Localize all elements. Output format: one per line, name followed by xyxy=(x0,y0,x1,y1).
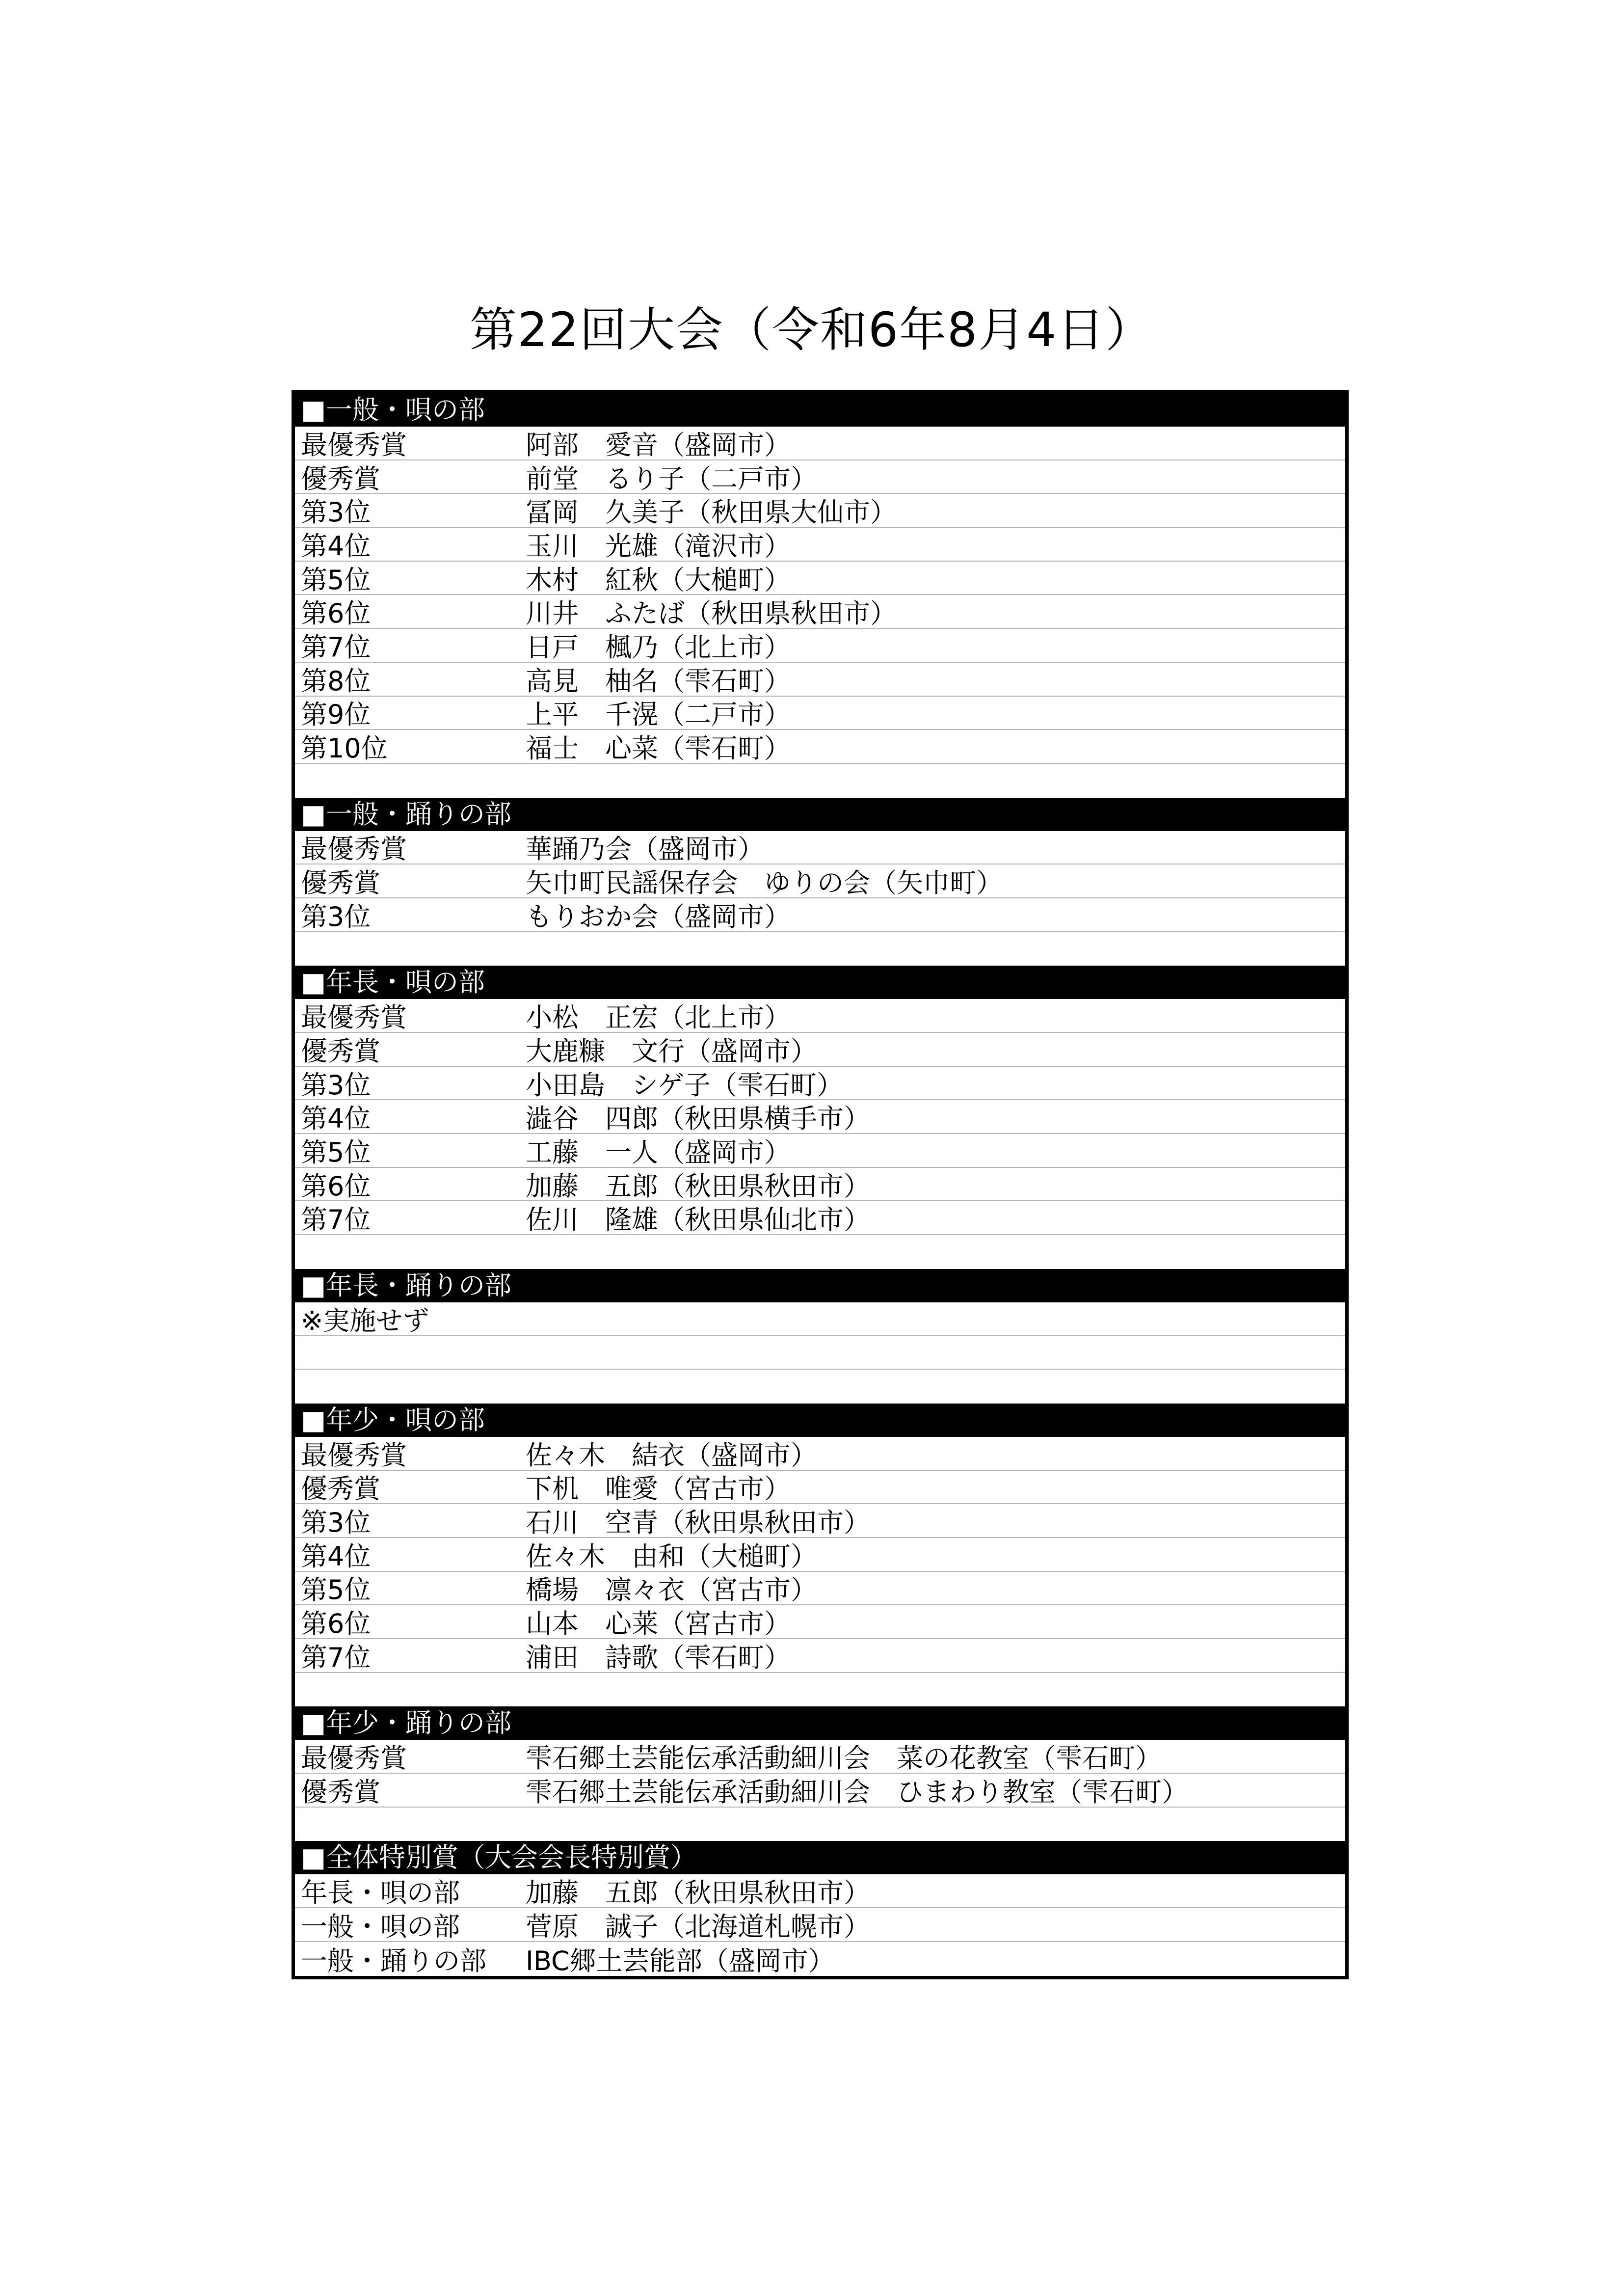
award-rank: 第6位 xyxy=(301,1170,371,1202)
award-winner: 木村 紅秋（大槌町） xyxy=(526,564,791,595)
section-header: ■年少・踊りの部 xyxy=(295,1706,1345,1740)
award-rank: 最優秀賞 xyxy=(301,1002,407,1033)
award-rank: 第3位 xyxy=(301,497,371,528)
section-header: ■年少・唄の部 xyxy=(295,1404,1345,1437)
award-row xyxy=(295,1168,1345,1202)
award-winner: 雫石郷土芸能伝承活動細川会 ひまわり教室（雫石町） xyxy=(526,1776,1188,1808)
award-rank: 第9位 xyxy=(301,699,371,730)
award-rank: 優秀賞 xyxy=(301,1035,380,1067)
award-rank: 最優秀賞 xyxy=(301,834,407,865)
award-winner: 下机 唯愛（宮古市） xyxy=(526,1473,791,1505)
award-winner: 橋場 凛々衣（宮古市） xyxy=(526,1574,817,1606)
award-rank: 年長・唄の部 xyxy=(301,1877,460,1909)
page-title: 第22回大会（令和6年8月4日） xyxy=(469,302,1154,357)
award-winner: 加藤 五郎（秋田県秋田市） xyxy=(526,1170,870,1202)
award-winner: 小田島 シゲ子（雫石町） xyxy=(526,1069,843,1101)
award-winner: IBC郷土芸能部（盛岡市） xyxy=(526,1945,835,1976)
award-winner: 佐々木 由和（大槌町） xyxy=(526,1540,817,1572)
section-header: ■年長・踊りの部 xyxy=(295,1269,1345,1302)
award-row xyxy=(295,1504,1345,1538)
award-winner: 工藤 一人（盛岡市） xyxy=(526,1136,791,1168)
award-winner: 上平 千滉（二戸市） xyxy=(526,699,791,730)
award-row xyxy=(295,1538,1345,1572)
award-row xyxy=(295,427,1345,460)
award-row xyxy=(295,1134,1345,1168)
award-winner: 矢巾町民謡保存会 ゆりの会（矢巾町） xyxy=(526,867,1003,898)
award-winner: 大鹿糠 文行（盛岡市） xyxy=(526,1035,817,1067)
award-winner: 冨岡 久美子（秋田県大仙市） xyxy=(526,497,897,528)
award-row xyxy=(295,1067,1345,1101)
award-rank: 第7位 xyxy=(301,1642,371,1673)
award-row xyxy=(295,1908,1345,1942)
award-winner: 加藤 五郎（秋田県秋田市） xyxy=(526,1877,870,1909)
award-row xyxy=(295,1740,1345,1774)
award-row xyxy=(295,831,1345,865)
award-rank: 最優秀賞 xyxy=(301,1743,407,1774)
award-row xyxy=(295,595,1345,629)
award-row xyxy=(295,1774,1345,1808)
award-section xyxy=(295,798,1345,966)
award-rank: 第7位 xyxy=(301,1204,371,1236)
results-table xyxy=(292,390,1349,1979)
blank-row xyxy=(295,1336,1345,1370)
award-rank: 優秀賞 xyxy=(301,463,380,494)
award-row xyxy=(295,898,1345,932)
award-winner: 阿部 愛音（盛岡市） xyxy=(526,429,791,460)
award-row xyxy=(295,1874,1345,1908)
award-row xyxy=(295,1201,1345,1235)
award-row xyxy=(295,1033,1345,1067)
section-header: ■一般・踊りの部 xyxy=(295,798,1345,831)
award-row xyxy=(295,1302,1345,1336)
award-row xyxy=(295,494,1345,528)
blank-row xyxy=(295,764,1345,798)
award-rank: 第3位 xyxy=(301,1507,371,1538)
award-winner: 菅原 誠子（北海道札幌市） xyxy=(526,1911,870,1942)
award-section xyxy=(295,1404,1345,1707)
blank-row xyxy=(295,1673,1345,1707)
award-winner: 石川 空青（秋田県秋田市） xyxy=(526,1507,870,1538)
award-rank: 第7位 xyxy=(301,631,371,663)
award-rank: 一般・唄の部 xyxy=(301,1911,460,1942)
award-row xyxy=(295,1100,1345,1134)
section-header: ■一般・唄の部 xyxy=(295,393,1345,427)
award-winner: 福士 心菜（雫石町） xyxy=(526,733,791,764)
award-rank: 優秀賞 xyxy=(301,1473,380,1505)
blank-row xyxy=(295,1808,1345,1841)
award-row xyxy=(295,629,1345,663)
award-rank: 第6位 xyxy=(301,1608,371,1639)
award-row xyxy=(295,1639,1345,1673)
award-row xyxy=(295,663,1345,697)
award-row xyxy=(295,528,1345,562)
award-rank: 第4位 xyxy=(301,1103,371,1134)
award-rank: 第8位 xyxy=(301,665,371,697)
award-rank: 優秀賞 xyxy=(301,1776,380,1808)
award-winner: 川井 ふたば（秋田県秋田市） xyxy=(526,598,897,629)
award-winner: 小松 正宏（北上市） xyxy=(526,1002,791,1033)
award-winner: 雫石郷土芸能伝承活動細川会 菜の花教室（雫石町） xyxy=(526,1743,1162,1774)
award-rank: 最優秀賞 xyxy=(301,429,407,460)
award-rank: 第10位 xyxy=(301,733,388,764)
award-rank: 一般・踊りの部 xyxy=(301,1945,486,1976)
award-rank: 優秀賞 xyxy=(301,867,380,898)
award-row xyxy=(295,1437,1345,1471)
award-winner: 浦田 詩歌（雫石町） xyxy=(526,1642,791,1673)
award-section xyxy=(295,966,1345,1269)
award-row xyxy=(295,864,1345,898)
award-rank: 第4位 xyxy=(301,1540,371,1572)
award-rank: 第4位 xyxy=(301,530,371,562)
award-section xyxy=(295,393,1345,798)
award-row xyxy=(295,999,1345,1033)
award-winner: 佐々木 結衣（盛岡市） xyxy=(526,1439,817,1471)
award-winner: 佐川 隆雄（秋田県仙北市） xyxy=(526,1204,870,1236)
section-header: ■年長・唄の部 xyxy=(295,966,1345,999)
award-section xyxy=(295,1706,1345,1841)
award-row xyxy=(295,730,1345,764)
blank-row xyxy=(295,932,1345,966)
award-row xyxy=(295,562,1345,595)
award-row xyxy=(295,1942,1345,1976)
award-winner: 澁谷 四郎（秋田県横手市） xyxy=(526,1103,870,1134)
award-winner: 高見 柚名（雫石町） xyxy=(526,665,791,697)
award-rank: 最優秀賞 xyxy=(301,1439,407,1471)
award-winner: 玉川 光雄（滝沢市） xyxy=(526,530,791,562)
award-rank: ※実施せず xyxy=(301,1305,429,1336)
award-winner: 日戸 楓乃（北上市） xyxy=(526,631,791,663)
award-rank: 第6位 xyxy=(301,598,371,629)
award-section xyxy=(295,1841,1345,1975)
award-row xyxy=(295,1572,1345,1606)
award-row xyxy=(295,1605,1345,1639)
blank-row xyxy=(295,1370,1345,1404)
award-rank: 第5位 xyxy=(301,1574,371,1606)
award-winner: 山本 心莱（宮古市） xyxy=(526,1608,791,1639)
award-row xyxy=(295,1471,1345,1505)
award-rank: 第3位 xyxy=(301,901,371,932)
award-row xyxy=(295,460,1345,494)
section-header: ■全体特別賞（大会会長特別賞） xyxy=(295,1841,1345,1874)
award-rank: 第5位 xyxy=(301,1136,371,1168)
award-row xyxy=(295,697,1345,730)
award-rank: 第3位 xyxy=(301,1069,371,1101)
award-winner: 華踊乃会（盛岡市） xyxy=(526,834,764,865)
award-winner: もりおか会（盛岡市） xyxy=(526,901,791,932)
award-rank: 第5位 xyxy=(301,564,371,595)
blank-row xyxy=(295,1235,1345,1269)
award-winner: 前堂 るり子（二戸市） xyxy=(526,463,817,494)
award-section xyxy=(295,1269,1345,1404)
